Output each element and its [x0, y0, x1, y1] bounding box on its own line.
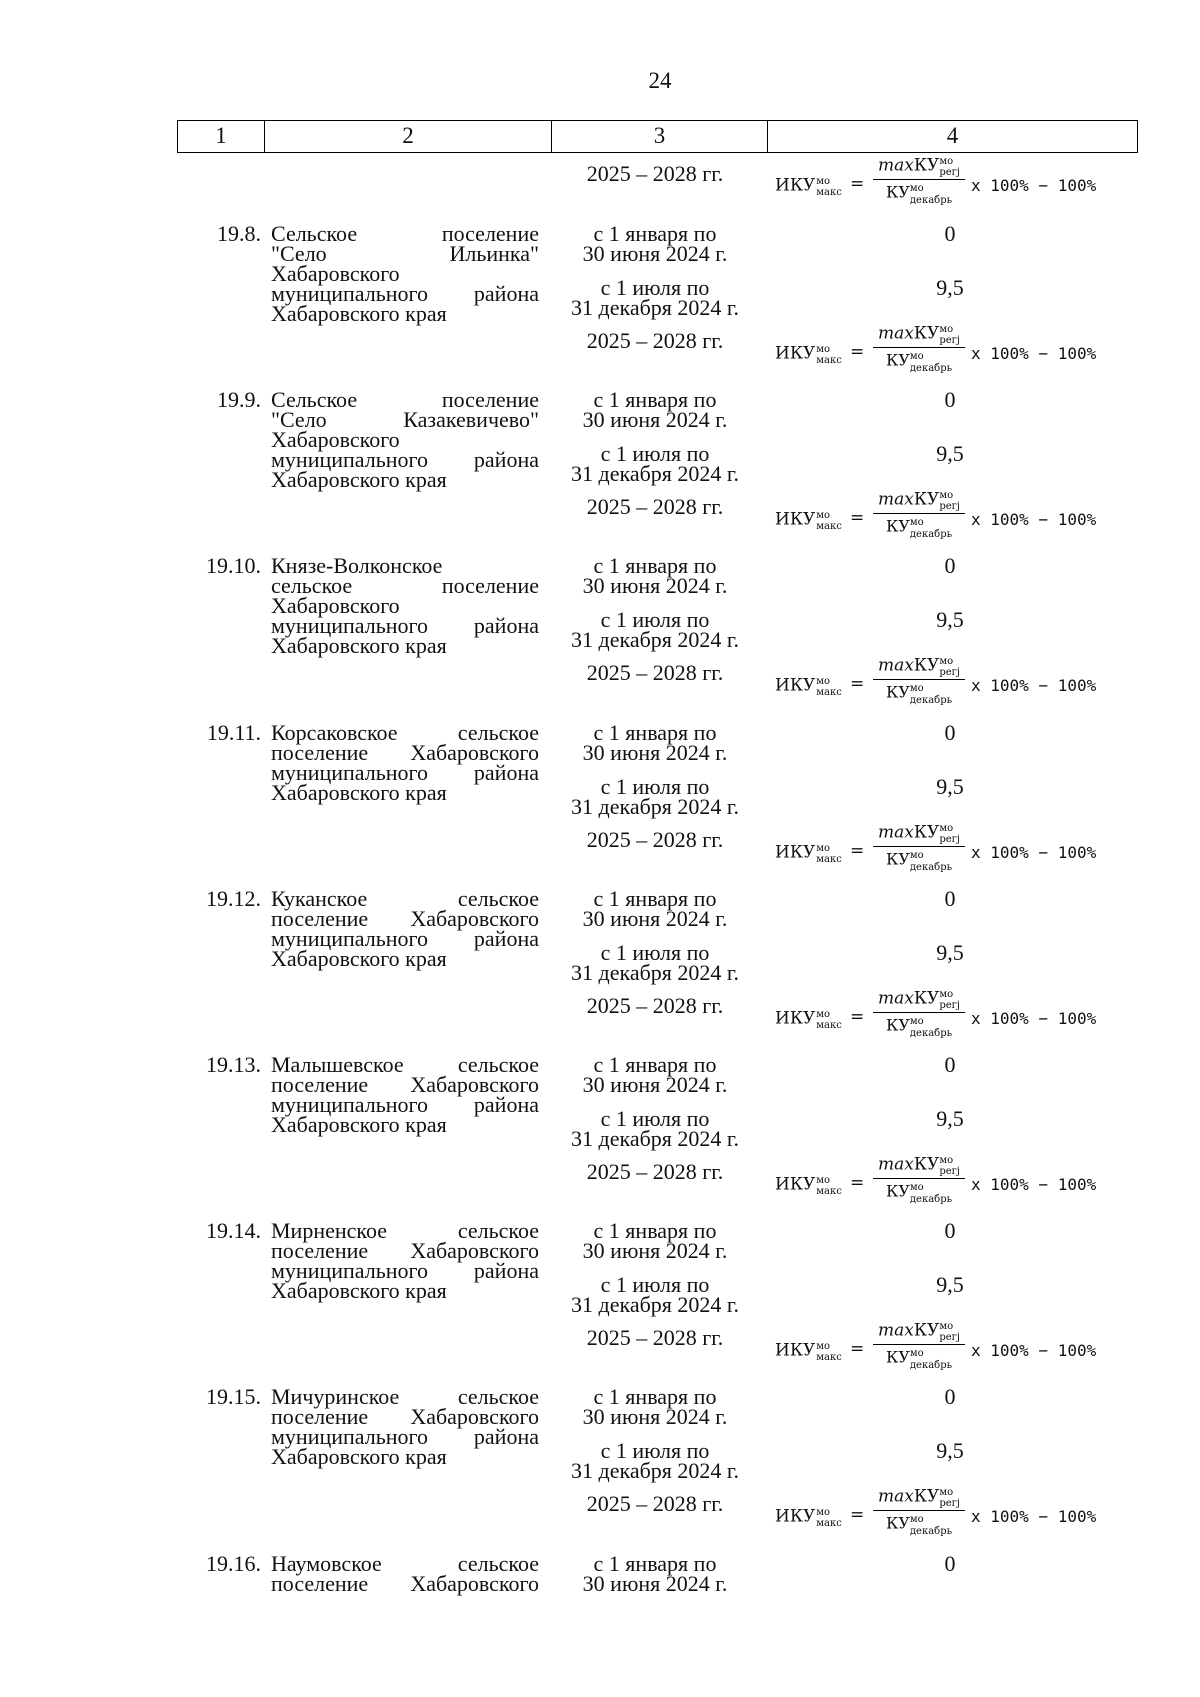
value-cell: 0	[944, 553, 956, 578]
formula-equals: =	[850, 674, 865, 694]
period-cell: с 1 июля по 31 декабря 2024 г.	[571, 940, 739, 985]
formula-lhs: ИКУмо макс	[775, 1174, 842, 1197]
formula-fraction: maxКУмо регj КУмо декабрь	[873, 1320, 965, 1370]
formula-fraction: maxКУмо регj КУмо декабрь	[873, 988, 965, 1038]
formula-fraction: maxКУмо регj КУмо декабрь	[873, 323, 965, 373]
value-cell: 9,5	[936, 1106, 964, 1131]
settlement-name: Корсаковское сельское поселение Хабаровского муниципального района Хабаровского края	[271, 720, 539, 805]
formula	[775, 489, 1135, 547]
period-cell: 2025 – 2028 гг.	[586, 993, 724, 1018]
header-cell: 3	[552, 121, 768, 152]
settlement-name: Мичуринское сельское поселение Хабаровского муниципального района Хабаровского края	[271, 1384, 539, 1469]
formula-equals: =	[850, 174, 865, 194]
settlement-name: Куканское сельское поселение Хабаровского муниципального района Хабаровского края	[271, 886, 539, 971]
formula	[775, 1320, 1135, 1378]
settlement-name: Наумовское сельское поселение Хабаровского	[271, 1551, 539, 1596]
formula-equals: =	[850, 1339, 865, 1359]
table-row	[0, 155, 1200, 224]
formula	[775, 323, 1135, 381]
formula-tail: x 100% − 100%	[971, 676, 1097, 695]
period-cell: с 1 января по 30 июня 2024 г.	[582, 553, 728, 598]
formula-lhs: ИКУмо макс	[775, 1008, 842, 1031]
formula-lhs: ИКУмо макс	[775, 509, 842, 532]
formula	[775, 822, 1135, 880]
value-cell: 0	[944, 1052, 956, 1077]
formula-fraction: maxКУмо регj КУмо декабрь	[873, 822, 965, 872]
value-cell: 9,5	[936, 441, 964, 466]
period-cell: 2025 – 2028 гг.	[586, 328, 724, 353]
value-cell: 0	[944, 720, 956, 745]
header-cell: 2	[265, 121, 552, 152]
formula-lhs: ИКУмо макс	[775, 343, 842, 366]
settlement-name: Сельское поселение "Село Ильинка" Хабаровского муниципального района Хабаровского края	[271, 221, 539, 326]
page-number: 24	[648, 68, 672, 93]
header-cell: 1	[178, 121, 265, 152]
period-cell: 2025 – 2028 гг.	[586, 1159, 724, 1184]
row-number: 19.16.	[206, 1551, 261, 1576]
formula-tail: x 100% − 100%	[971, 344, 1097, 363]
value-cell: 0	[944, 387, 956, 412]
formula-tail: x 100% − 100%	[971, 1341, 1097, 1360]
period-cell: с 1 января по 30 июня 2024 г.	[582, 387, 728, 432]
formula-fraction: maxКУмо регj КУмо декабрь	[873, 1486, 965, 1536]
row-number: 19.9.	[217, 387, 261, 412]
row-number: 19.12.	[206, 886, 261, 911]
value-cell: 0	[944, 1551, 956, 1576]
formula-tail: x 100% − 100%	[971, 843, 1097, 862]
formula	[775, 1486, 1135, 1544]
value-cell: 9,5	[936, 1438, 964, 1463]
row-number: 19.13.	[206, 1052, 261, 1077]
formula-fraction: maxКУмо регj КУмо декабрь	[873, 155, 965, 205]
formula-equals: =	[850, 1505, 865, 1525]
period-cell: 2025 – 2028 гг.	[586, 1491, 724, 1516]
period-cell: 2025 – 2028 гг.	[586, 660, 724, 685]
settlement-name: Мирненское сельское поселение Хабаровского муниципального района Хабаровского края	[271, 1218, 539, 1303]
period-cell: с 1 января по 30 июня 2024 г.	[582, 886, 728, 931]
formula-tail: x 100% − 100%	[971, 1507, 1097, 1526]
header-cell: 4	[946, 123, 959, 148]
period-cell: с 1 июля по 31 декабря 2024 г.	[571, 607, 739, 652]
period-cell: с 1 июля по 31 декабря 2024 г.	[571, 441, 739, 486]
formula-equals: =	[850, 841, 865, 861]
row-number: 19.14.	[206, 1218, 261, 1243]
period-cell: с 1 июля по 31 декабря 2024 г.	[571, 275, 739, 320]
value-cell: 9,5	[936, 940, 964, 965]
formula-fraction: maxКУмо регj КУмо декабрь	[873, 489, 965, 539]
formula-tail: x 100% − 100%	[971, 176, 1097, 195]
period-cell: с 1 января по 30 июня 2024 г.	[582, 1551, 728, 1596]
formula-lhs: ИКУмо макс	[775, 1340, 842, 1363]
value-cell: 0	[944, 1218, 956, 1243]
formula-fraction: maxКУмо регj КУмо декабрь	[873, 655, 965, 705]
period-cell: с 1 июля по 31 декабря 2024 г.	[571, 1272, 739, 1317]
formula-equals: =	[850, 342, 865, 362]
settlement-name: Князе-Волконское сельское поселение Хабаровского муниципального района Хабаровского края	[271, 553, 539, 658]
period-cell: с 1 января по 30 июня 2024 г.	[582, 1384, 728, 1429]
value-cell: 9,5	[936, 275, 964, 300]
period-cell: 2025 – 2028 гг.	[586, 827, 724, 852]
settlement-name: Сельское поселение "Село Казакевичево" Хабаровского муниципального района Хабаровского края	[271, 387, 539, 492]
formula-equals: =	[850, 1173, 865, 1193]
period-cell: 2025 – 2028 гг.	[586, 161, 724, 186]
value-cell: 9,5	[936, 1272, 964, 1297]
period-cell: с 1 января по 30 июня 2024 г.	[582, 1052, 728, 1097]
formula-fraction: maxКУмо регj КУмо декабрь	[873, 1154, 965, 1204]
period-cell: с 1 января по 30 июня 2024 г.	[582, 221, 728, 266]
formula	[775, 988, 1135, 1046]
period-cell: с 1 июля по 31 декабря 2024 г.	[571, 1438, 739, 1483]
formula-tail: x 100% − 100%	[971, 1009, 1097, 1028]
row-number: 19.8.	[217, 221, 261, 246]
row-number: 19.15.	[206, 1384, 261, 1409]
value-cell: 9,5	[936, 607, 964, 632]
value-cell: 9,5	[936, 774, 964, 799]
period-cell: с 1 июля по 31 декабря 2024 г.	[571, 774, 739, 819]
formula	[775, 155, 1135, 213]
period-cell: 2025 – 2028 гг.	[586, 1325, 724, 1350]
formula	[775, 1154, 1135, 1212]
formula-equals: =	[850, 1007, 865, 1027]
value-cell: 0	[944, 1384, 956, 1409]
formula-lhs: ИКУмо макс	[775, 842, 842, 865]
row-number: 19.11.	[206, 720, 261, 745]
period-cell: с 1 января по 30 июня 2024 г.	[582, 720, 728, 765]
period-cell: 2025 – 2028 гг.	[586, 494, 724, 519]
formula-tail: x 100% − 100%	[971, 1175, 1097, 1194]
value-cell: 0	[944, 221, 956, 246]
formula-lhs: ИКУмо макс	[775, 675, 842, 698]
table-header-row	[177, 120, 1138, 153]
formula-lhs: ИКУмо макс	[775, 175, 842, 198]
formula-equals: =	[850, 508, 865, 528]
settlement-name: Малышевское сельское поселение Хабаровского муниципального района Хабаровского края	[271, 1052, 539, 1137]
formula-tail: x 100% − 100%	[971, 510, 1097, 529]
row-number: 19.10.	[206, 553, 261, 578]
formula-lhs: ИКУмо макс	[775, 1506, 842, 1529]
period-cell: с 1 января по 30 июня 2024 г.	[582, 1218, 728, 1263]
formula	[775, 655, 1135, 713]
value-cell: 0	[944, 886, 956, 911]
period-cell: с 1 июля по 31 декабря 2024 г.	[571, 1106, 739, 1151]
